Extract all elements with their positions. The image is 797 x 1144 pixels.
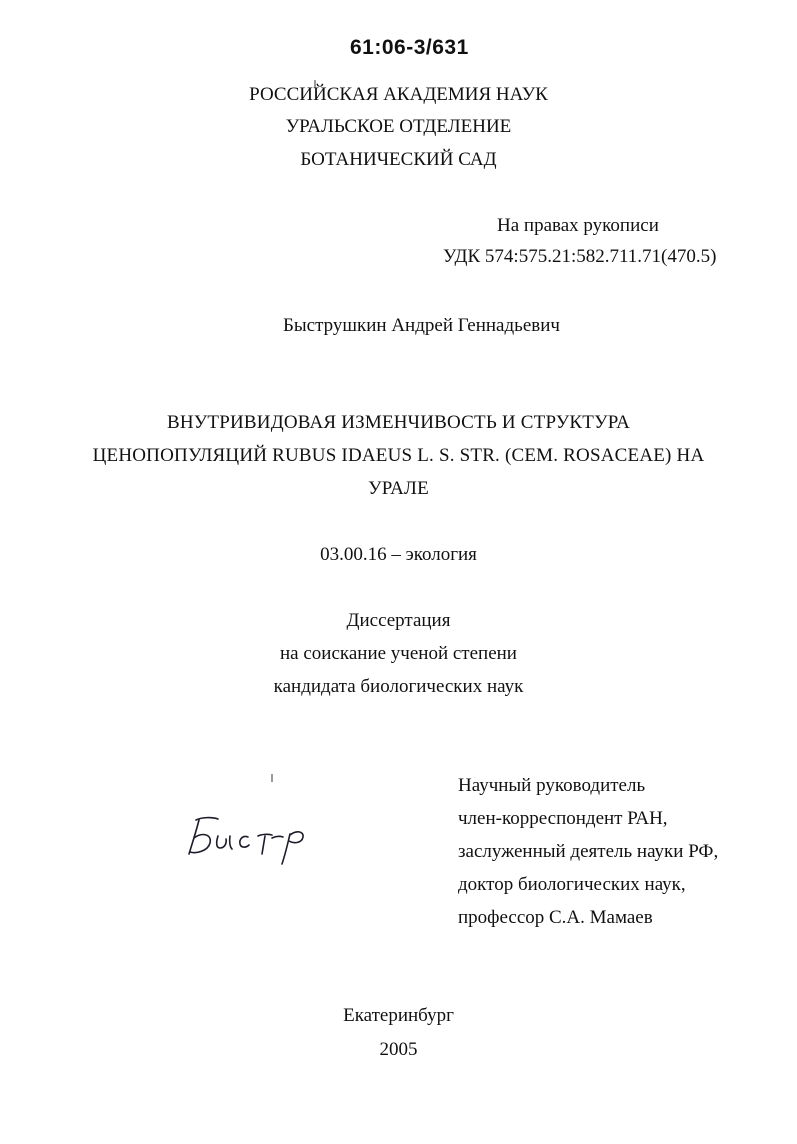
title-line-2: ЦЕНОПОПУЛЯЦИЙ RUBUS IDAEUS L. S. STR. (СЕМ. ROSACEAE) НА xyxy=(92,445,705,466)
degree-line-1: Диссертация xyxy=(346,610,451,631)
degree-line-3: кандидата биологических наук xyxy=(273,676,524,697)
supervisor-line-5: профессор С.А. Мамаев xyxy=(458,907,653,928)
manuscript-rights-note: На правах рукописи xyxy=(497,215,659,236)
institution-line-3: БОТАНИЧЕСКИЙ САД xyxy=(300,149,497,170)
institution-line-1: РОССИЙСКАЯ АКАДЕМИЯ НАУК xyxy=(249,84,548,105)
supervisor-line-4: доктор биологических наук, xyxy=(458,874,686,895)
udk-code: УДК 574:575.21:582.711.71(470.5) xyxy=(443,246,717,267)
degree-line-2: на соискание ученой степени xyxy=(280,643,517,664)
supervisor-line-3: заслуженный деятель науки РФ, xyxy=(458,841,719,862)
scan-mark xyxy=(271,774,273,782)
city: Екатеринбург xyxy=(343,1005,454,1026)
specialty-code: 03.00.16 – экология xyxy=(320,544,477,565)
institution-line-2: УРАЛЬСКОЕ ОТДЕЛЕНИЕ xyxy=(285,116,512,137)
title-line-3: УРАЛЕ xyxy=(368,478,429,499)
title-line-1: ВНУТРИВИДОВАЯ ИЗМЕНЧИВОСТЬ И СТРУКТУРА xyxy=(166,412,630,433)
supervisor-line-2: член-корреспондент РАН, xyxy=(458,808,668,829)
handwritten-signature xyxy=(182,806,322,866)
year: 2005 xyxy=(379,1039,418,1060)
supervisor-line-1: Научный руководитель xyxy=(458,775,646,796)
library-stamp: 61:06-3/631 xyxy=(350,36,469,59)
author-name: Быструшкин Андрей Геннадьевич xyxy=(283,315,560,336)
